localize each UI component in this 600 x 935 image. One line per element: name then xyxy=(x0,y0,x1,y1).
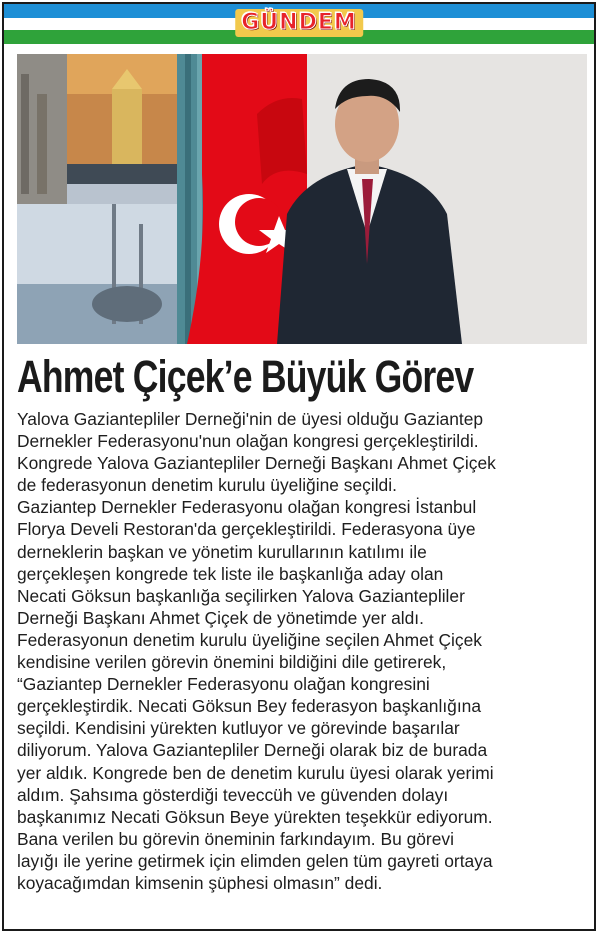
body-line: Derneği Başkanı Ahmet Çiçek de yönetimde yer aldı. xyxy=(17,607,424,628)
body-line: de federasyonun denetim kurulu üyeliğine seçildi. xyxy=(17,475,397,496)
body-line: Gaziantep Dernekler Federasyonu olağan kongresi İstanbul xyxy=(17,497,477,518)
body-line: derneklerin başkan ve yönetim kurullarının katılımı ile xyxy=(17,541,427,562)
body-line: seçildi. Kendisini yürekten kutluyor ve görevinde başarılar xyxy=(17,718,460,739)
body-line: gerçekleşen kongrede tek liste ile başkanlığa aday olan xyxy=(17,563,444,584)
article-headline: Ahmet Çiçek’e Büyük Görev xyxy=(17,351,474,402)
photo-illustration xyxy=(17,54,587,344)
section-header-band xyxy=(4,4,594,44)
body-line: “Gaziantep Dernekler Federasyonu olağan kongresini xyxy=(17,674,430,695)
body-line: Necati Göksun başkanlığa seçilirken Yalova Gaziantepliler xyxy=(17,585,465,606)
body-line: gerçekleştirdik. Necati Göksun Bey federasyon başkanlığına xyxy=(17,696,481,717)
body-line: layığı ile yerine getirmek için elimden gelen tüm gayreti ortaya xyxy=(17,850,493,871)
body-line: Dernekler Federasyonu'nun olağan kongresi gerçekleştirildi. xyxy=(17,431,479,452)
body-line: kendisine verilen görevin önemini bildiğini dile getirerek, xyxy=(17,652,447,673)
body-line: aldım. Şahsıma gösterdiği teveccüh ve güvenden dolayı xyxy=(17,784,449,805)
body-line: koyacağımdan kimsenin şüphesi olmasın” dedi. xyxy=(17,872,383,893)
body-line: yer aldık. Kongrede ben de denetim kurulu üyesi olarak yerimi xyxy=(17,762,494,783)
article-photo xyxy=(17,54,587,344)
article-frame xyxy=(2,2,596,931)
body-line: Florya Develi Restoran'da gerçekleştirildi. Federasyona üye xyxy=(17,519,476,540)
article-body xyxy=(17,408,597,894)
section-label: GÜNDEM xyxy=(235,9,363,37)
body-line: Yalova Gaziantepliler Derneği'nin de üyesi olduğu Gaziantep xyxy=(17,409,484,429)
body-line: Bana verilen bu görevin öneminin farkındayım. Bu görevi xyxy=(17,828,454,849)
body-line: başkanımız Necati Göksun Beye yürekten teşekkür ediyorum. xyxy=(17,806,493,827)
body-line: Kongrede Yalova Gaziantepliler Derneği Başkanı Ahmet Çiçek xyxy=(17,453,496,474)
body-line: Federasyonun denetim kurulu üyeliğine seçilen Ahmet Çiçek xyxy=(17,629,482,650)
body-line: diliyorum. Yalova Gaziantepliler Derneği olarak biz de burada xyxy=(17,740,488,761)
